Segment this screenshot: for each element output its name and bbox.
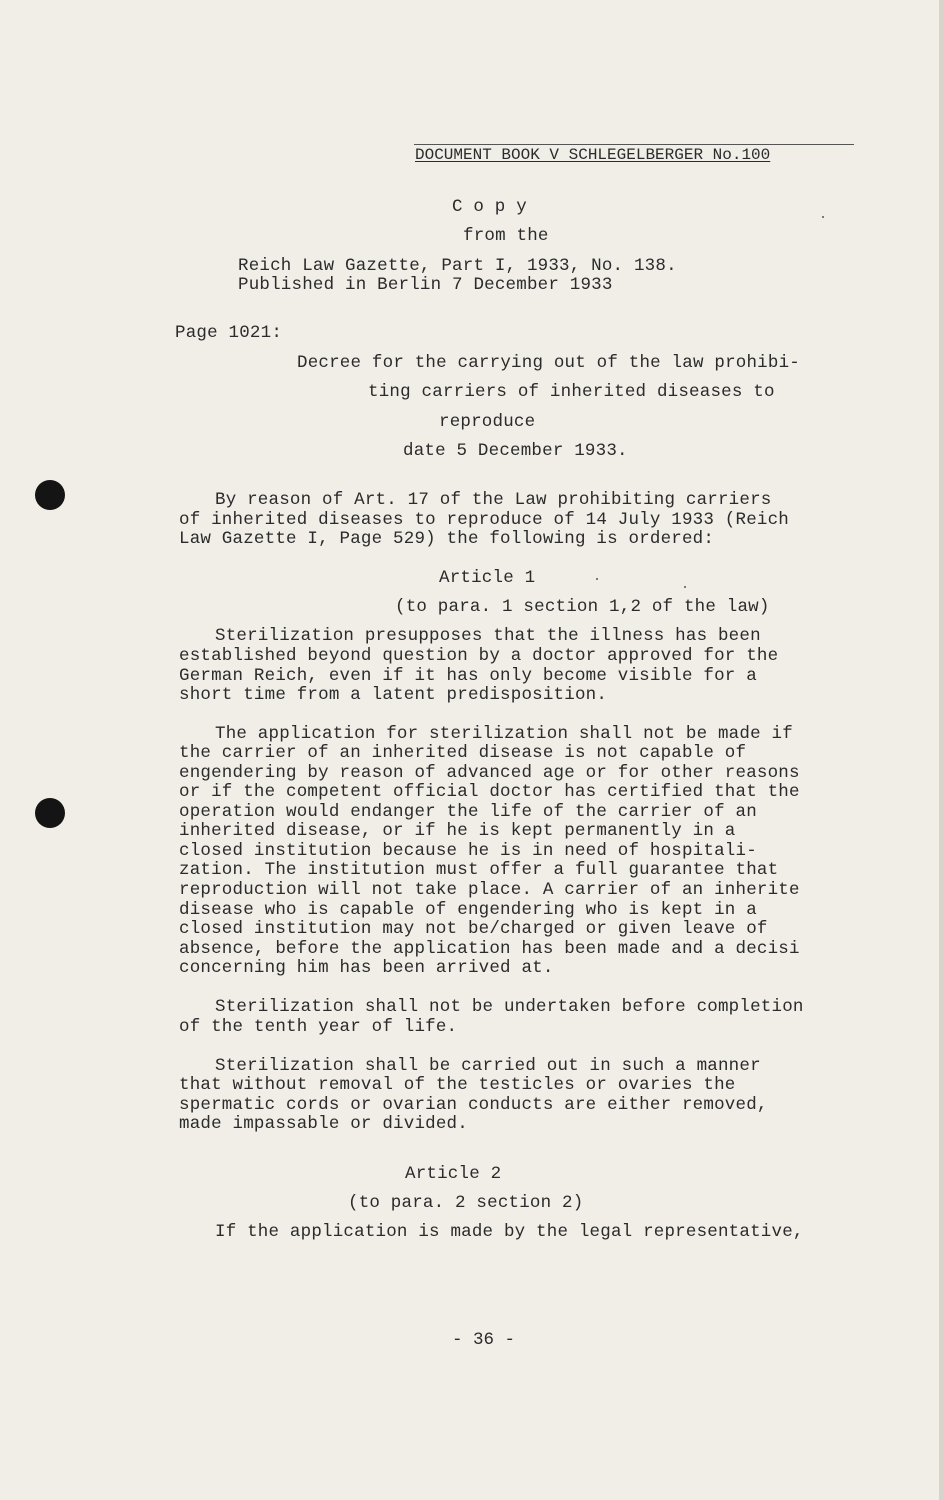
text-line: operation would endanger the life of the carrier of an: [179, 802, 757, 822]
header-rule: [414, 144, 854, 145]
text-line: inherited disease, or if he is kept permanently in a: [179, 821, 736, 841]
text-line: of the tenth year of life.: [179, 1017, 458, 1037]
text-line: spermatic cords or ovarian conducts are either removed,: [179, 1095, 768, 1115]
decree-title-line: reproduce: [439, 412, 536, 432]
gazette-citation: Reich Law Gazette, Part I, 1933, No. 138.: [238, 256, 677, 276]
decree-date: date 5 December 1933.: [403, 441, 628, 461]
text-line: German Reich, even if it has only become visible for a: [179, 666, 757, 686]
text-line: Sterilization shall not be undertaken before completion: [215, 997, 804, 1017]
page-number: - 36 -: [452, 1330, 516, 1350]
article-1-subheading: (to para. 1 section 1,2 of the law): [395, 597, 770, 617]
article-2-heading: Article 2: [405, 1164, 502, 1184]
text-line: short time from a latent predisposition.: [179, 685, 608, 705]
document-reference: DOCUMENT BOOK V SCHLEGELBERGER No.100: [415, 146, 771, 164]
text-line: of inherited diseases to reproduce of 14 July 1933 (Reich: [179, 510, 789, 530]
text-line: engendering by reason of advanced age or for other reasons: [179, 763, 800, 783]
text-line: made impassable or divided.: [179, 1114, 468, 1134]
paper-speck: [596, 578, 598, 580]
punch-hole-lower: [35, 798, 65, 828]
decree-title-line: Decree for the carrying out of the law prohibi-: [297, 353, 800, 373]
text-line: established beyond question by a doctor approved for the: [179, 646, 779, 666]
text-line: the carrier of an inherited disease is not capable of: [179, 743, 747, 763]
text-line: absence, before the application has been made and a decisi: [179, 939, 800, 959]
punch-hole-upper: [35, 480, 65, 510]
text-line: disease who is capable of engendering who is kept in a: [179, 900, 757, 920]
page-edge: [939, 0, 943, 1500]
text-line: By reason of Art. 17 of the Law prohibiting carriers: [215, 490, 772, 510]
paper-speck: [684, 586, 686, 588]
text-line: or if the competent official doctor has certified that the: [179, 782, 800, 802]
page-reference: Page 1021:: [175, 323, 283, 343]
from-label: from the: [463, 226, 549, 246]
text-line: Law Gazette I, Page 529) the following is ordered:: [179, 529, 715, 549]
publication-line: Published in Berlin 7 December 1933: [238, 275, 613, 295]
text-line: Sterilization presupposes that the illness has been: [215, 626, 761, 646]
article-1-heading: Article 1: [439, 568, 536, 588]
article-2-subheading: (to para. 2 section 2): [348, 1193, 584, 1213]
text-line: closed institution because he is in need of hospitali-: [179, 841, 757, 861]
copy-label: C o p y: [452, 197, 527, 217]
text-line: The application for sterilization shall not be made if: [215, 724, 793, 744]
text-line: that without removal of the testicles or ovaries the: [179, 1075, 736, 1095]
text-line: concerning him has been arrived at.: [179, 958, 554, 978]
text-line: reproduction will not take place. A carrier of an inherite: [179, 880, 800, 900]
text-line: If the application is made by the legal representative,: [215, 1222, 804, 1242]
paper-speck: [822, 216, 824, 218]
text-line: closed institution may not be/charged or given leave of: [179, 919, 768, 939]
text-line: zation. The institution must offer a full guarantee that: [179, 860, 779, 880]
text-line: Sterilization shall be carried out in such a manner: [215, 1056, 761, 1076]
decree-title-line: ting carriers of inherited diseases to: [368, 382, 775, 402]
